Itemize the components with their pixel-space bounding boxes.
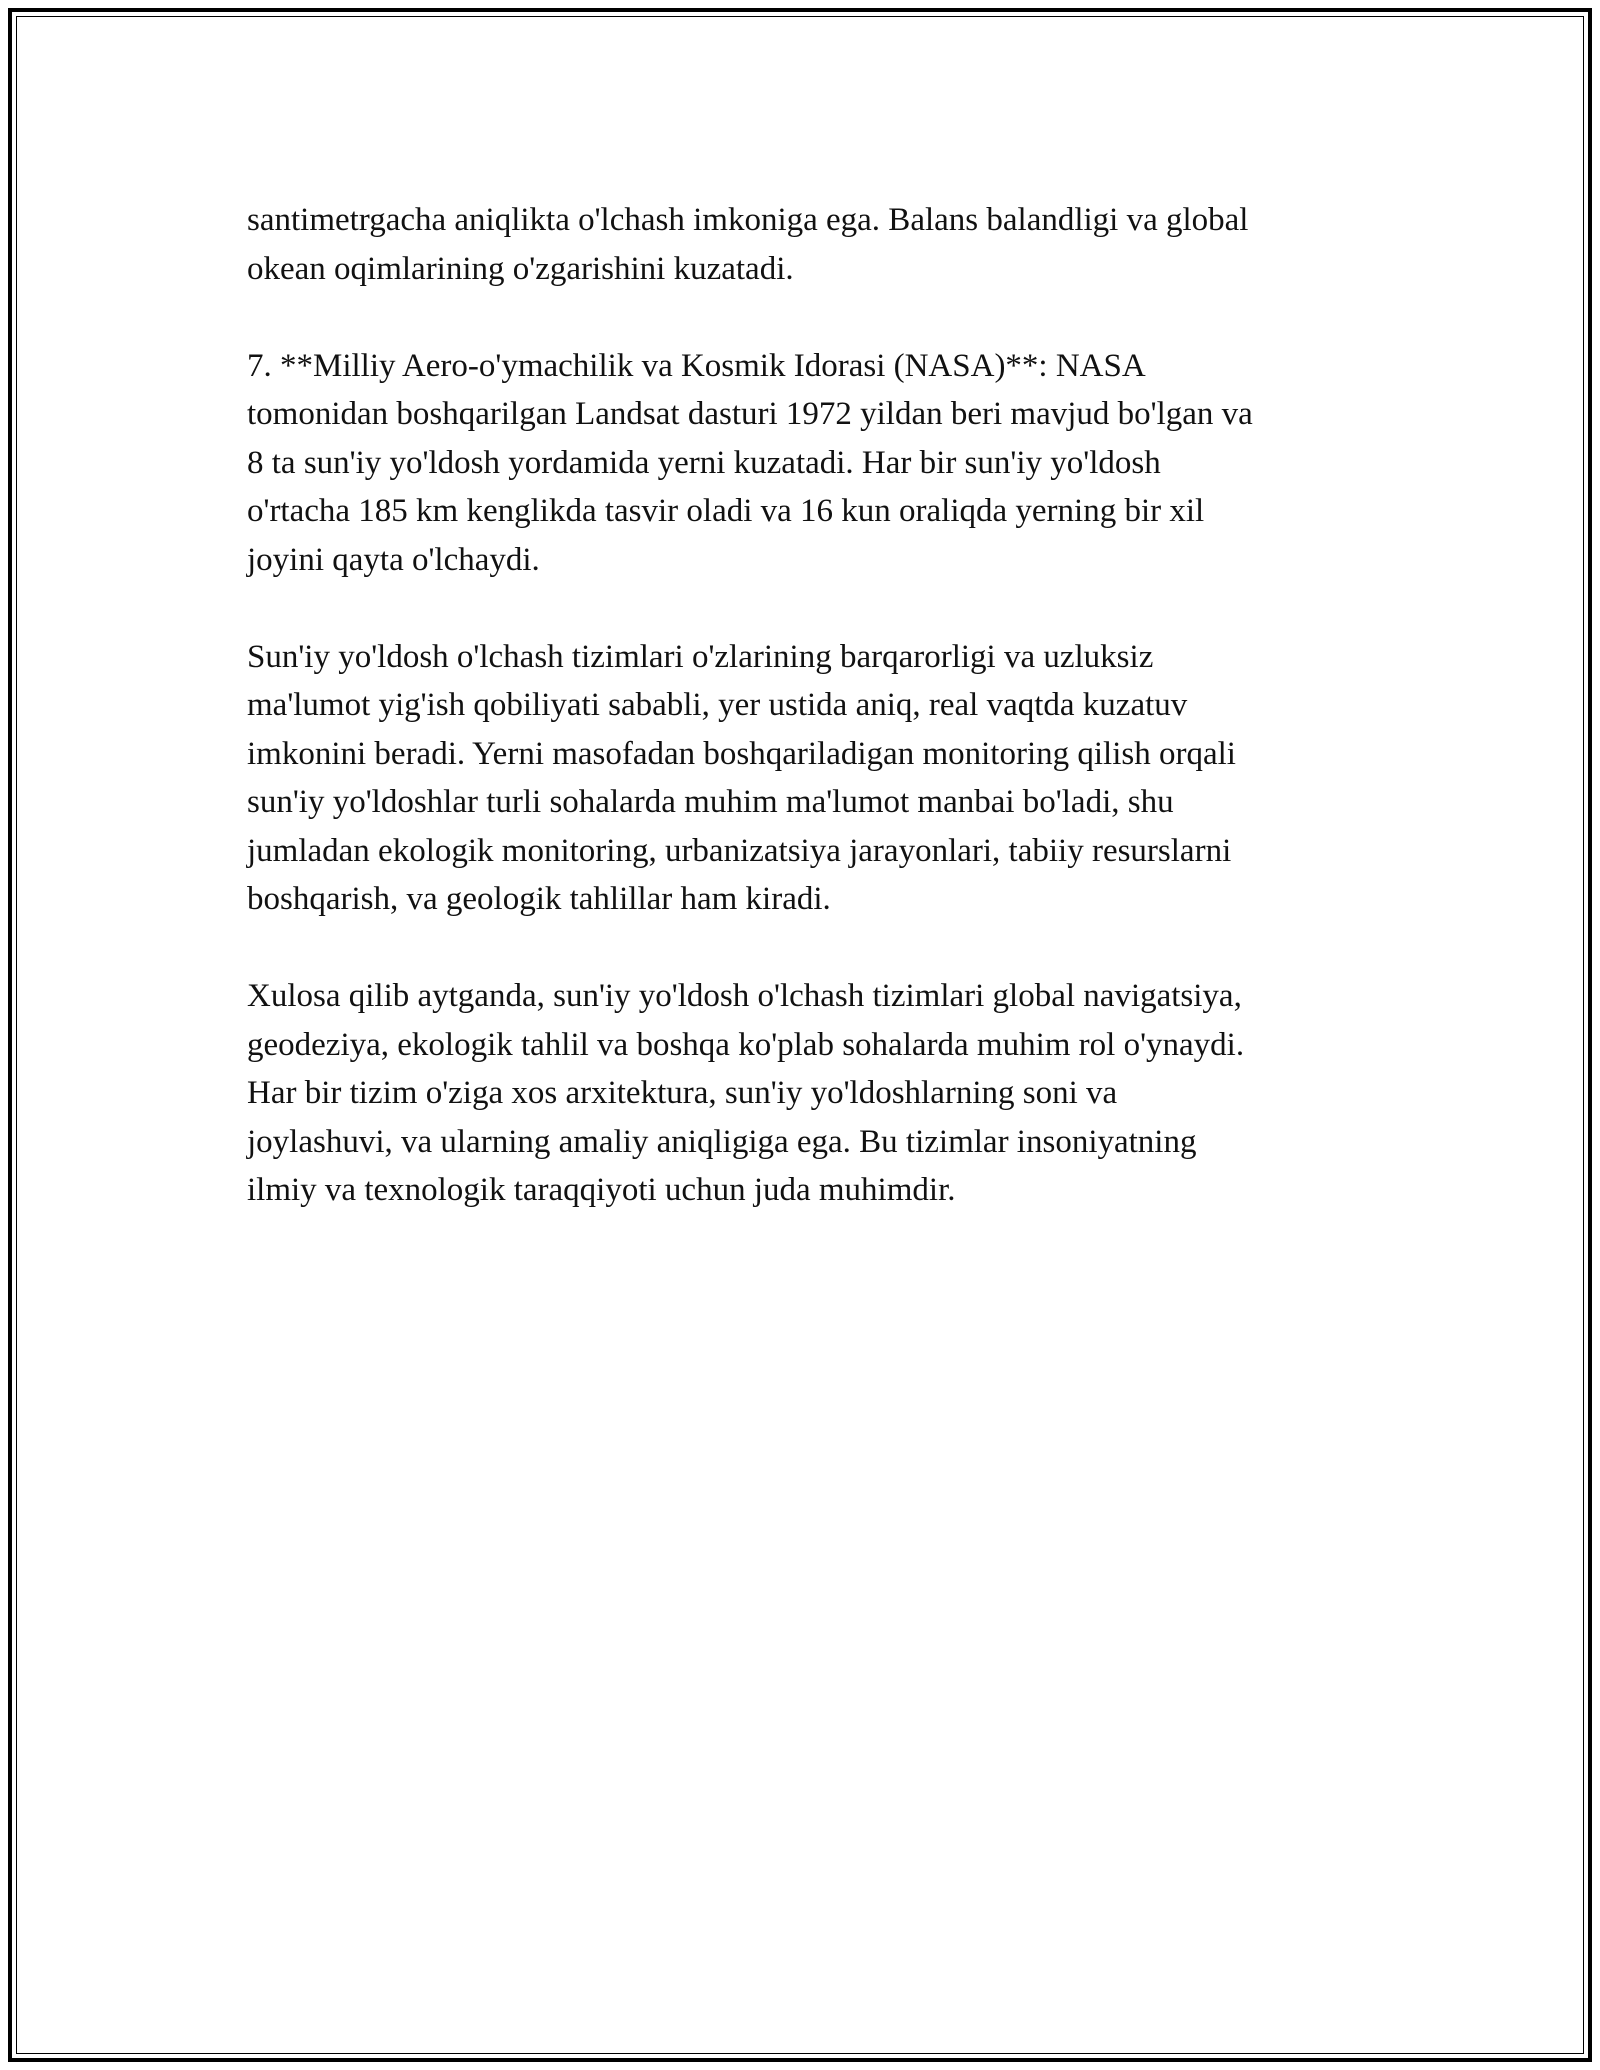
paragraph-satellite-altimetry bbox=[247, 196, 1377, 293]
text-line: jumladan ekologik monitoring, urbanizatsiya jarayonlari, tabiiy resurslarni bbox=[247, 832, 1232, 869]
document-body bbox=[247, 196, 1377, 1263]
text-line: boshqarish, va geologik tahlillar ham kiradi. bbox=[247, 881, 831, 917]
text-line: imkonini beradi. Yerni masofadan boshqariladigan monitoring qilish orqali bbox=[247, 735, 1236, 772]
text-line: joylashuvi, va ularning amaliy aniqligiga ega. Bu tizimlar insoniyatning bbox=[247, 1123, 1197, 1160]
text-line: joyini qayta o'lchaydi. bbox=[247, 541, 540, 578]
text-line: ma'lumot yig'ish qobiliyati sababli, yer ustida aniq, real vaqtda kuzatuv bbox=[247, 687, 1188, 723]
text-line: santimetrgacha aniqlikta o'lchash imkoniga ega. Balans balandligi va global bbox=[247, 202, 1249, 238]
text-line: sun'iy yo'ldoshlar turli sohalarda muhim ma'lumot manbai bo'ladi, shu bbox=[247, 784, 1174, 820]
paragraph-nasa-landsat bbox=[247, 342, 1377, 585]
page-frame bbox=[8, 8, 1592, 2062]
text-line: ilmiy va texnologik taraqqiyoti uchun juda muhimdir. bbox=[247, 1172, 956, 1208]
text-line: Sun'iy yo'ldosh o'lchash tizimlari o'zlarining barqarorligi va uzluksiz bbox=[247, 638, 1154, 675]
text-line: Har bir tizim o'ziga xos arxitektura, sun'iy yo'ldoshlarning soni va bbox=[247, 1075, 1118, 1111]
paragraph-monitoring-benefits bbox=[247, 633, 1377, 924]
text-line: tomonidan boshqarilgan Landsat dasturi 1972 yildan beri mavjud bo'lgan va bbox=[247, 396, 1253, 432]
text-line: Xulosa qilib aytganda, sun'iy yo'ldosh o'lchash tizimlari global navigatsiya, bbox=[247, 978, 1242, 1014]
text-line: geodeziya, ekologik tahlil va boshqa ko'plab sohalarda muhim rol o'ynaydi. bbox=[247, 1026, 1245, 1063]
text-line: 7. **Milliy Aero-o'ymachilik va Kosmik Idorasi (NASA)**: NASA bbox=[247, 347, 1146, 384]
paragraph-conclusion bbox=[247, 972, 1377, 1215]
text-line: o'rtacha 185 km kenglikda tasvir oladi va 16 kun oraliqda yerning bir xil bbox=[247, 493, 1205, 529]
text-line: okean oqimlarining o'zgarishini kuzatadi. bbox=[247, 250, 794, 287]
text-line: 8 ta sun'iy yo'ldosh yordamida yerni kuzatadi. Har bir sun'iy yo'ldosh bbox=[247, 444, 1161, 481]
